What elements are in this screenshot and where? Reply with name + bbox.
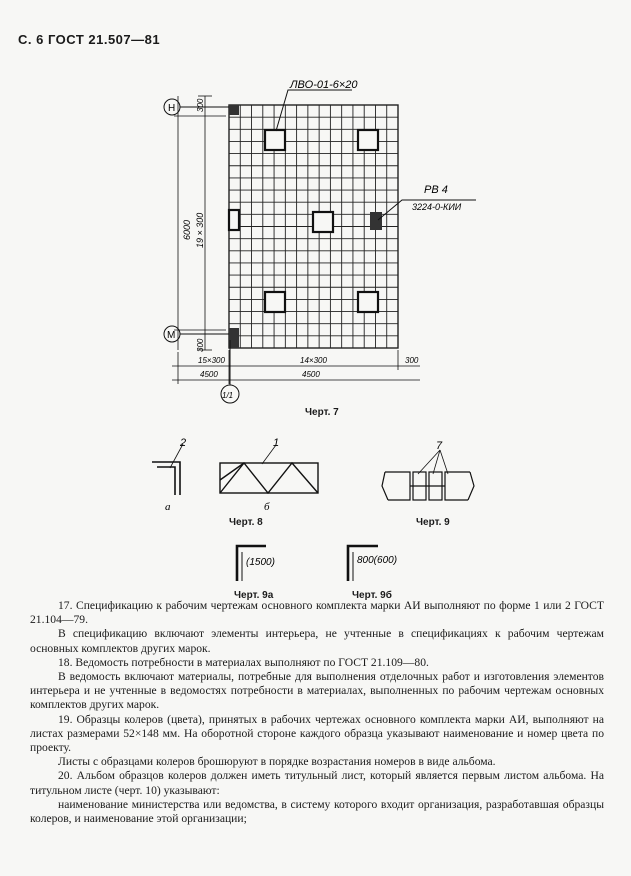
fig8-part-a: а xyxy=(165,501,171,513)
paragraph-18-cont: В ведомость включают материалы, потребные для выполнения отделочных работ и изготовления элементов интерьера и не учтенные в ведомостях потребности в материалах, выполненных по рабочим чертежам основных комплектов других марок. xyxy=(30,670,604,712)
caption-figure-9a: Черт. 9а xyxy=(234,590,274,601)
figure-9-joint xyxy=(382,472,474,500)
dim-h-right-total: 4500 xyxy=(302,370,320,379)
fig8-part-b: б xyxy=(264,501,270,513)
page-header: С. 6 ГОСТ 21.507—81 xyxy=(18,32,161,47)
fig8-label-2: 2 xyxy=(180,437,187,449)
paragraph-20-cont: наименование министерства или ведомства, в систему которого входит организация, разработавшая образцы колеров, и наименование этой организации; xyxy=(30,797,604,826)
dim-h-left-total: 4500 xyxy=(200,370,218,379)
label-rb-sub: 3224-0-КИИ xyxy=(412,202,462,212)
paragraph-17-cont: В спецификацию включают элементы интерьера, не учтенные в спецификациях к рабочим чертежам основных комплектов других марок. xyxy=(30,627,604,655)
label-rb: РВ 4 xyxy=(424,184,448,196)
dim-vert-bottom: 300 xyxy=(196,338,205,352)
axis-m-label: М xyxy=(167,330,176,341)
fig8-label-1: 1 xyxy=(273,437,280,449)
caption-figure-9: Черт. 9 xyxy=(416,517,450,528)
dim-vert-span: 19 × 300 xyxy=(195,212,205,248)
dim-h-right-cells: 14×300 xyxy=(300,356,327,365)
dim-vert-top: 300 xyxy=(196,98,205,112)
label-top: ЛВО-01-6×20 xyxy=(290,79,358,91)
caption-figure-9b: Черт. 9б xyxy=(352,590,392,601)
fig9a-value: (1500) xyxy=(246,557,275,568)
caption-figure-8: Черт. 8 xyxy=(229,517,263,528)
body-text xyxy=(30,599,604,826)
paragraph-18: 18. Ведомость потребности в материалах выполняют по ГОСТ 21.109—80. xyxy=(58,655,429,669)
dim-vert-total: 6000 xyxy=(182,219,192,240)
paragraph-20: 20. Альбом образцов колеров должен иметь титульный лист, который является первым листом альбома. На титульном листе (черт. 10) указывают: xyxy=(30,769,604,797)
fig9-label-7: 7 xyxy=(436,440,443,452)
dim-h-right-end: 300 xyxy=(405,356,419,365)
figure-8a-corner xyxy=(152,462,180,495)
dim-h-left-cells: 15×300 xyxy=(198,356,225,365)
figure-8b-truss xyxy=(220,463,318,493)
axis-column-label: 1/1 xyxy=(222,391,234,400)
fig9b-value: 800(600) xyxy=(357,555,398,566)
paragraph-19-cont: Листы с образцами колеров брошюруют в порядке возрастания номеров в виде альбома. xyxy=(58,755,496,769)
axis-n-label: Н xyxy=(168,103,176,114)
paragraph-17: 17. Спецификацию к рабочим чертежам основного комплекта марки АИ выполняют по форме 1 или 2 ГОСТ 21.104—79. xyxy=(30,599,604,627)
caption-figure-7: Черт. 7 xyxy=(305,407,339,418)
fig9-leaders xyxy=(418,450,448,474)
paragraph-19: 19. Образцы колеров (цвета), принятых в рабочих чертежах основного комплекта марки АИ, выполняют на листах размерами 52×148 мм. На оборотной стороне каждого образца указывают наименование и номер цвета по проекту. xyxy=(30,712,604,755)
